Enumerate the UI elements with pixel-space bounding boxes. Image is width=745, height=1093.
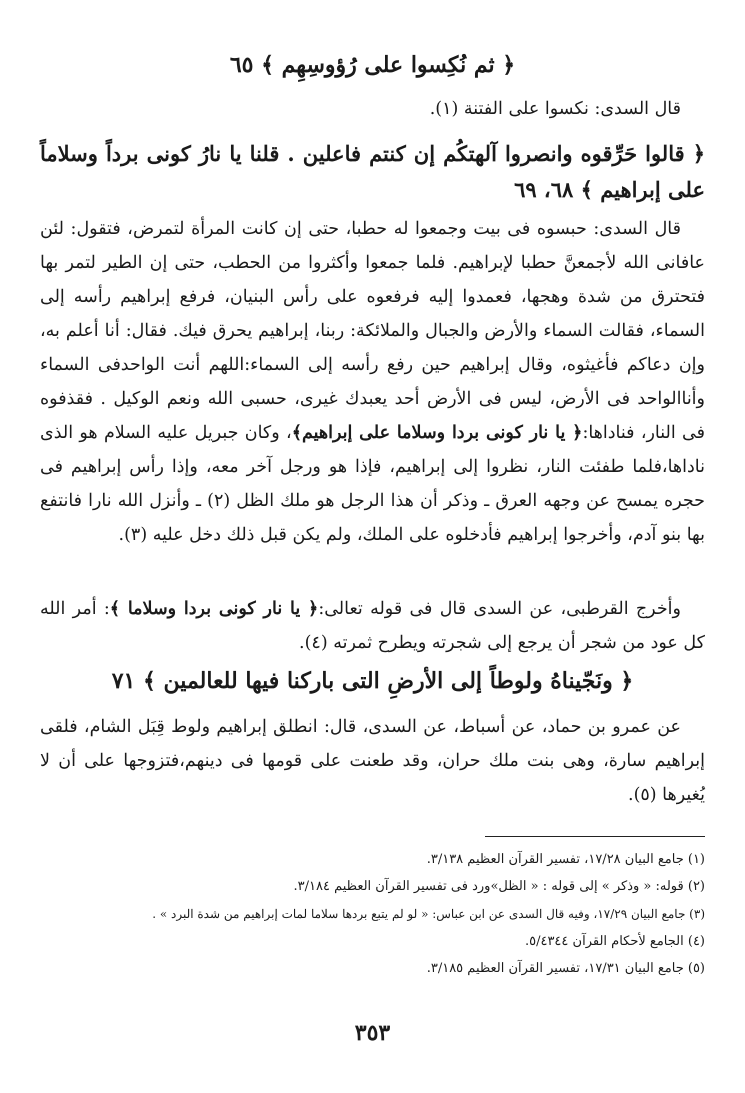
footnote-3: (٣) جامع البيان ١٧/٢٩، وفيه قال السدى عن ابن عباس: « لو لم يتبع بردها سلاما لمات إبراهيم من شدة البرد » .	[152, 907, 705, 921]
book-page	[40, 0, 705, 1093]
quran-quote-ya-nar-2: ﴿ يا نار كونى بردا وسلاما ﴾	[109, 599, 319, 619]
footnote-1: (١) جامع البيان ١٧/٢٨، تفسير القرآن العظيم ٣/١٣٨.	[426, 852, 705, 867]
footnote-divider	[485, 836, 705, 837]
footnote-2: (٢) قوله: « وذكر » إلى قوله : « الظل»ورد فى تفسير القرآن العظيم ٣/١٨٤.	[293, 879, 705, 894]
paragraph-qurtubi-part-b: : أمر الله كل عود من شجر أن يرجع إلى شجرته ويطرح ثمرته (٤).	[40, 599, 705, 653]
paragraph-sudi-1: قال السدى: نكسوا على الفتنة (١).	[429, 99, 681, 119]
quran-quote-ya-nar: ﴿ يا نار كونى بردا وسلاما على إبراهيم﴾	[291, 423, 583, 443]
page-number: ٣٥٣	[354, 1020, 391, 1046]
footnote-5: (٥) جامع البيان ١٧/٣١، تفسير القرآن العظيم ٣/١٨٥.	[426, 961, 705, 976]
paragraph-ibrahim-fire-part-a: قال السدى: حبسوه فى بيت وجمعوا له حطبا، حتى إن كانت المرأة لتمرض، فتقول: لئن عافانى الله لأجمعنَّ حطبا لإبراهيم. فلما جمعوا وأكثروا من الحطب، حتى إن الطير لتمر بها فتحترق من شدة وهجها، فعمدوا إليه فرفعوه على رأس البنيان، فرفع إبراهيم رأسه إلى السماء، فقالت السماء والأرض والجبال والملائكة: ربنا، إبراهيم يحرق فيك. فقال: أنا أعلم به، وإن دعاكم فأغيثوه، وقال إبراهيم حين رفع رأسه إلى السماء:اللهم أنت الواحدفى السماء وأناالواحد فى الأرض، ليس فى الأرض أحد يعبدك غيرى، حسبى الله ونعم الوكيل . فقذفوه فى النار، فناداها:	[40, 219, 706, 443]
verse-heading-71: ﴿ ونَجّيناهُ ولوطاً إلى الأرضِ التى باركنا فيها للعالمين ﴾ ٧١	[111, 668, 634, 694]
paragraph-ibrahim-fire-part-b: ، وكان جبريل عليه السلام هو الذى ناداها،فلما طفئت النار، نظروا إلى إبراهيم، فإذا هو ورجل آخر معه، وإذا رأس إبراهيم فى حجره يمسح عن وجهه العرق ـ وذكر أن هذا الرجل هو ملك الظل (٢) ـ وأنزل الله نارا فانتفع بها بنو آدم، وأخرجوا إبراهيم فأدخلوه على الملك، ولم يكن قبل ذلك دخل عليه (٣).	[40, 423, 705, 545]
paragraph-lut-sham: عن عمرو بن حماد، عن أسباط، عن السدى، قال: انطلق إبراهيم ولوط قِبَل الشام، فلقى إبراهيم سارة، وهى بنت ملك حران، وقد طعنت على قومها فى دينهم،فتزوجها على أن لا يُغيرها (٥).	[40, 717, 705, 805]
paragraph-ibrahim-fire	[40, 212, 705, 552]
verse-heading-68-69: ﴿ قالوا حَرِّقوه وانصروا آلهتكُم إن كنتم فاعلين . قلنا يا نارُ كونى برداً وسلاماً على إبراهيم ﴾ ٦٨، ٦٩	[40, 141, 705, 202]
footnote-4: (٤) الجامع لأحكام القرآن ٥/٤٣٤٤.	[524, 934, 705, 949]
paragraph-qurtubi	[40, 592, 705, 660]
paragraph-qurtubi-part-a: وأخرج القرطبى، عن السدى قال فى قوله تعالى:	[318, 599, 681, 619]
verse-heading-65: ﴿ ثم نُكِسوا على رُؤوسِهِم ﴾ ٦٥	[229, 52, 516, 78]
